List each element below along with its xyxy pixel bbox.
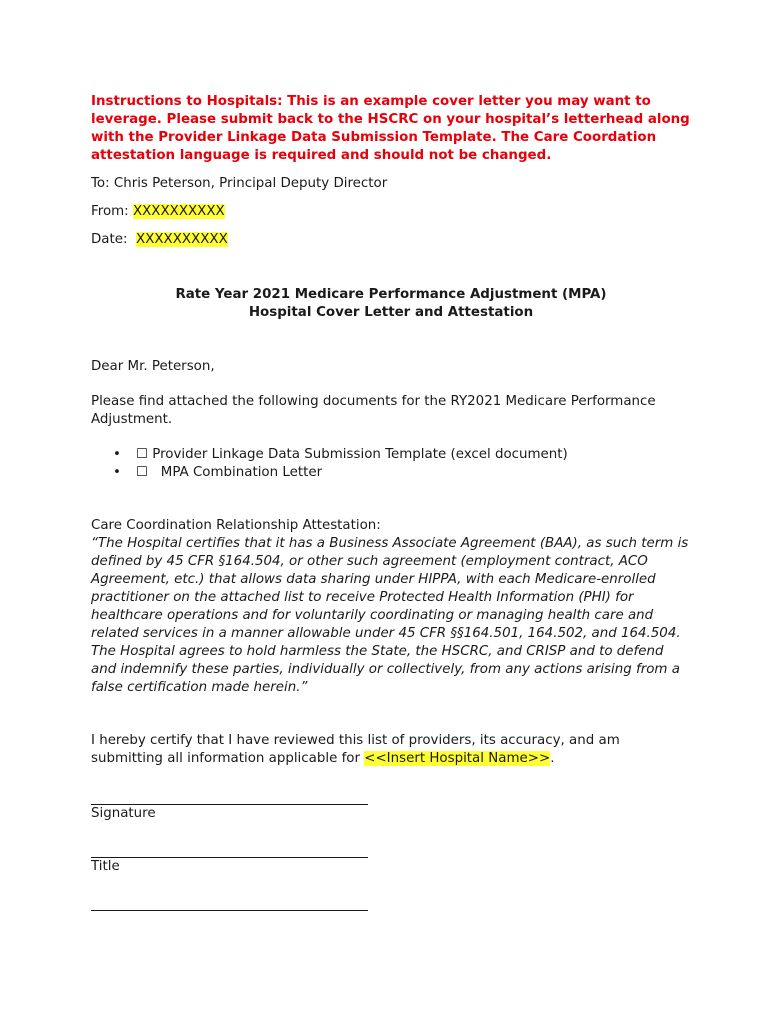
title-line-1: Rate Year 2021 Medicare Performance Adjustment (MPA) <box>175 287 607 302</box>
signature-label: Signature <box>91 806 156 821</box>
date-value: XXXXXXXXXX <box>136 232 228 247</box>
date-signature-line <box>91 910 368 911</box>
date-line <box>91 231 691 249</box>
bullet-icon: • <box>113 447 121 462</box>
document-item-text: ☐ MPA Combination Letter <box>136 465 323 480</box>
date-label: Date: <box>91 232 137 247</box>
hospital-name-placeholder: <<Insert Hospital Name>> <box>364 751 551 766</box>
title-label: Title <box>91 859 120 874</box>
certification-end: . <box>550 751 555 766</box>
letter-title <box>91 286 691 322</box>
attestation-heading: Care Coordination Relationship Attestation: <box>91 518 381 533</box>
list-item <box>113 464 691 482</box>
document-item-text: ☐ Provider Linkage Data Submission Template (excel document) <box>136 447 568 462</box>
certification-paragraph <box>91 732 691 768</box>
from-label: From: <box>91 204 133 219</box>
attestation-text: “The Hospital certifies that it has a Business Associate Agreement (BAA), as such term is defined by 45 CFR §164.504, or other such agreement (employment contract, ACO Agreement, etc.) that allows data sharing under HIPPA, with each Medicare-enrolled practitioner on the attached list to receive Protected Health Information (PHI) for healthcare operations and for voluntarily coordinating or managing health care and related services in a manner allowable under 45 CFR §§164.501, 164.502, and 164.504. The Hospital agrees to hold harmless the State, the HSCRC, and CRISP and to defend and indemnify these parties, individually or collectively, from any actions arising from a false certification made herein.” <box>91 536 689 695</box>
from-value: XXXXXXXXXX <box>132 204 225 219</box>
intro-paragraph: Please find attached the following documents for the RY2021 Medicare Performance Adjustment. <box>91 394 656 427</box>
title-line-2: Hospital Cover Letter and Attestation <box>248 305 534 320</box>
signature-block <box>91 804 691 911</box>
to-line: To: Chris Peterson, Principal Deputy Director <box>91 176 388 191</box>
from-line <box>91 203 691 221</box>
list-item <box>113 446 691 464</box>
instructions-note: Instructions to Hospitals: This is an example cover letter you may want to leverage. Please submit back to the HSCRC on your hospital’s letterhead along with the Provider Linkage Data Submission Template. The Care Coordation attestation language is required and should not be changed. <box>91 94 690 163</box>
attached-documents-list <box>91 446 691 482</box>
bullet-icon: • <box>113 465 121 480</box>
letter-body <box>91 93 691 911</box>
certification-text: I hereby certify that I have reviewed this list of providers, its accuracy, and am submitting all information applicable for <box>91 733 620 766</box>
salutation: Dear Mr. Peterson, <box>91 359 215 374</box>
